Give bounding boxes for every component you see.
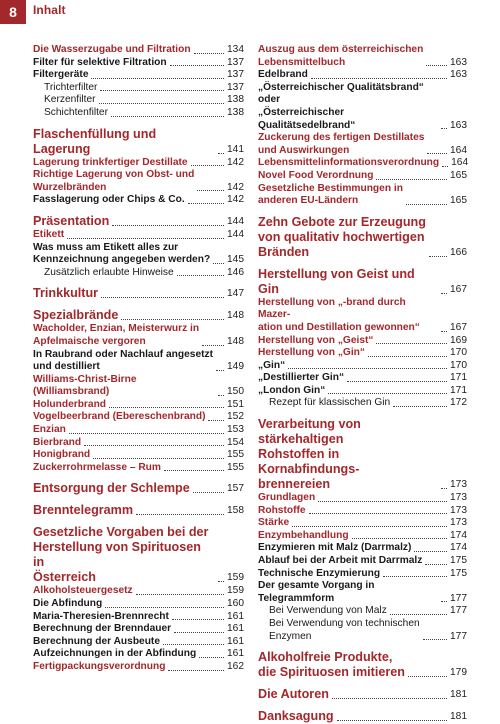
toc-leader-dots bbox=[429, 256, 447, 257]
toc-entry[interactable] bbox=[258, 297, 467, 335]
toc-chapter-entry[interactable] bbox=[33, 214, 244, 229]
toc-entry-title: Trinkkultur bbox=[33, 286, 99, 301]
toc-entry[interactable] bbox=[33, 611, 244, 624]
toc-chapter-entry[interactable] bbox=[258, 267, 467, 297]
toc-leader-dots bbox=[288, 368, 447, 369]
toc-chapter-entry[interactable] bbox=[258, 687, 467, 702]
toc-leader-dots bbox=[100, 90, 224, 91]
toc-leader-dots bbox=[406, 204, 447, 205]
toc-entry-title: Enzian bbox=[33, 424, 66, 436]
toc-entry-title: Flaschenfüllung und Lagerung bbox=[33, 126, 157, 156]
toc-leader-dots bbox=[311, 78, 447, 79]
toc-chapter-entry[interactable] bbox=[33, 127, 244, 157]
toc-leader-dots bbox=[218, 153, 224, 154]
toc-entry[interactable] bbox=[258, 530, 467, 543]
toc-page-number: 173 bbox=[450, 492, 467, 504]
toc-page-number: 138 bbox=[227, 106, 244, 118]
toc-page-number: 181 bbox=[450, 689, 467, 701]
toc-entry-title: Aufzeichnungen in der Abfindung bbox=[33, 648, 197, 660]
toc-leader-dots bbox=[292, 526, 447, 527]
toc-page-number: 175 bbox=[450, 555, 467, 567]
toc-leader-dots bbox=[93, 458, 224, 459]
toc-entry-title: Berechnung der Ausbeute bbox=[33, 635, 160, 647]
toc-entry-title: Edelbrand bbox=[258, 69, 308, 81]
toc-entry[interactable] bbox=[258, 360, 467, 373]
toc-leader-dots bbox=[352, 538, 447, 539]
toc-leader-dots bbox=[208, 420, 224, 421]
toc-leader-dots bbox=[112, 225, 224, 226]
toc-entry-title: Herstellung von „-brand durch Mazer- ation und Destillation gewonnen“ bbox=[258, 296, 420, 333]
toc-entry[interactable] bbox=[33, 94, 244, 107]
toc-page-number: 177 bbox=[450, 630, 467, 642]
toc-page-number: 169 bbox=[450, 334, 467, 346]
toc-entry-title: Schichtenfilter bbox=[44, 106, 108, 118]
toc-page-number: 158 bbox=[227, 505, 244, 517]
toc-entry-title: Honigbrand bbox=[33, 449, 91, 461]
toc-entry[interactable] bbox=[33, 107, 244, 120]
toc-entry[interactable] bbox=[258, 44, 467, 69]
toc-entry-title: Herstellung von „Geist“ bbox=[258, 334, 374, 346]
toc-entry-title: Lebensmittelinformationsverordnung bbox=[258, 157, 440, 169]
toc-entry-title: Wacholder, Enzian, Meisterwurz in Apfelmaische vergoren bbox=[33, 323, 200, 347]
toc-entry[interactable] bbox=[33, 194, 244, 207]
toc-page-number: 159 bbox=[227, 572, 244, 584]
toc-leader-dots bbox=[441, 601, 447, 602]
toc-chapter-entry[interactable] bbox=[33, 308, 244, 323]
toc-entry-title: Enzymbehandlung bbox=[258, 529, 349, 541]
toc-entry-title: Alkoholsteuergesetz bbox=[33, 585, 133, 597]
toc-entry-title: Gesetzliche Bestimmungen in anderen EU-Ländern bbox=[258, 182, 403, 207]
toc-leader-dots bbox=[84, 445, 224, 446]
toc-leader-dots bbox=[121, 319, 224, 320]
toc-page-number: 175 bbox=[450, 567, 467, 579]
toc-entry-title: Bei Verwendung von technischen Enzymen bbox=[269, 618, 420, 642]
toc-page-number: 149 bbox=[227, 361, 244, 373]
toc-page-number: 137 bbox=[227, 56, 244, 68]
toc-leader-dots bbox=[193, 492, 224, 493]
toc-leader-dots bbox=[163, 644, 224, 645]
toc-page-number: 141 bbox=[227, 143, 244, 155]
toc-chapter-entry[interactable] bbox=[33, 286, 244, 301]
toc-entry-title: Bierbrand bbox=[33, 436, 82, 448]
toc-leader-dots bbox=[309, 513, 447, 514]
toc-entry[interactable] bbox=[258, 492, 467, 505]
toc-leader-dots bbox=[111, 116, 224, 117]
toc-entry[interactable] bbox=[258, 82, 467, 132]
toc-leader-dots bbox=[170, 65, 224, 66]
toc-page-number: 161 bbox=[227, 610, 244, 622]
toc-entry[interactable] bbox=[33, 69, 244, 82]
section-title: Inhalt bbox=[33, 3, 66, 17]
toc-page-number: 171 bbox=[450, 384, 467, 396]
toc-leader-dots bbox=[197, 190, 224, 191]
toc-leader-dots bbox=[414, 551, 447, 552]
toc-entry-title: Gesetzliche Vorgaben bei der Herstellung von Spirituosen in Österreich bbox=[33, 525, 209, 585]
toc-leader-dots bbox=[328, 393, 447, 394]
toc-leader-dots bbox=[188, 203, 224, 204]
toc-entry-title: Fasslagerung oder Chips & Co. bbox=[33, 194, 185, 206]
toc-entry-title: Die Abfindung bbox=[33, 598, 103, 610]
toc-entry-title: Der gesamte Vorgang in Telegrammform bbox=[258, 580, 375, 604]
toc-leader-dots bbox=[191, 165, 224, 166]
toc-entry-title: Präsentation bbox=[33, 213, 110, 228]
toc-page-number: 167 bbox=[450, 283, 467, 295]
toc-leader-dots bbox=[390, 614, 447, 615]
toc-page-number: 171 bbox=[450, 372, 467, 384]
toc-page-number: 179 bbox=[450, 667, 467, 679]
toc-leader-dots bbox=[368, 356, 447, 357]
toc-entry[interactable] bbox=[33, 57, 244, 70]
toc-leader-dots bbox=[347, 381, 447, 382]
toc-leader-dots bbox=[91, 78, 224, 79]
toc-leader-dots bbox=[441, 331, 447, 332]
toc-page-number: 145 bbox=[227, 254, 244, 266]
toc-entry-title: „Österreichischer Qualitätsbrand“ oder „Österreichischer Qualitätsedelbrand“ bbox=[258, 81, 424, 131]
toc-leader-dots bbox=[69, 433, 224, 434]
toc-page-number: 163 bbox=[450, 119, 467, 131]
toc-leader-dots bbox=[177, 275, 224, 276]
toc-leader-dots bbox=[218, 395, 224, 396]
toc-leader-dots bbox=[194, 53, 224, 54]
toc-page-number: 174 bbox=[450, 542, 467, 554]
toc-entry-title: Danksagung bbox=[258, 709, 334, 724]
toc-leader-dots bbox=[172, 619, 224, 620]
toc-page-number: 173 bbox=[450, 517, 467, 529]
toc-page-number: 177 bbox=[450, 592, 467, 604]
toc-page-number: 144 bbox=[227, 215, 244, 227]
toc-entry[interactable] bbox=[33, 661, 244, 674]
toc-entry[interactable] bbox=[33, 648, 244, 661]
toc-leader-dots bbox=[109, 407, 224, 408]
toc-entry-title: Rohstoffe bbox=[258, 504, 306, 516]
toc-page-number: 152 bbox=[227, 411, 244, 423]
toc-page-number: 164 bbox=[450, 144, 467, 156]
toc-page-number: 161 bbox=[227, 623, 244, 635]
toc-entry-title: Auszug aus dem österreichischen Lebensmittelbuch bbox=[258, 44, 424, 68]
toc-entry-title: In Raubrand oder Nachlauf angesetzt und destilliert bbox=[33, 348, 214, 373]
toc-page-number: 137 bbox=[227, 81, 244, 93]
toc-entry[interactable] bbox=[258, 69, 467, 82]
toc-entry[interactable] bbox=[33, 242, 244, 267]
toc-chapter-entry[interactable] bbox=[33, 525, 244, 585]
toc-entry-title: Lagerung trinkfertiger Destillate bbox=[33, 156, 188, 168]
toc-leader-dots bbox=[423, 639, 447, 640]
toc-page-number: 137 bbox=[227, 69, 244, 81]
toc-entry[interactable] bbox=[33, 623, 244, 636]
toc-entry-title: Die Autoren bbox=[258, 687, 329, 702]
toc-entry[interactable] bbox=[258, 385, 467, 398]
toc-leader-dots bbox=[376, 179, 447, 180]
toc-entry[interactable] bbox=[258, 183, 467, 208]
toc-page-number: 163 bbox=[450, 69, 467, 81]
toc-entry[interactable] bbox=[33, 437, 244, 450]
toc-leader-dots bbox=[376, 343, 447, 344]
toc-entry-title: Vogelbeerbrand (Ebereschenbrand) bbox=[33, 411, 206, 423]
toc-leader-dots bbox=[337, 720, 447, 721]
toc-entry[interactable] bbox=[33, 349, 244, 374]
toc-page-number: 173 bbox=[450, 479, 467, 491]
toc-page-number: 155 bbox=[227, 461, 244, 473]
toc-page-number: 166 bbox=[450, 246, 467, 258]
toc-page-number: 155 bbox=[227, 449, 244, 461]
toc-entry[interactable] bbox=[33, 323, 244, 348]
toc-leader-dots bbox=[393, 406, 447, 407]
toc-entry[interactable] bbox=[33, 157, 244, 170]
toc-entry-title: Etikett bbox=[33, 228, 65, 240]
toc-page-number: 142 bbox=[227, 181, 244, 193]
toc-entry-title: Berechnung der Brenndauer bbox=[33, 623, 172, 635]
toc-leader-dots bbox=[174, 632, 224, 633]
toc-page-number: 144 bbox=[227, 228, 244, 240]
toc-leader-dots bbox=[318, 501, 447, 502]
toc-column-right bbox=[258, 44, 467, 724]
toc-entry[interactable] bbox=[33, 82, 244, 95]
toc-entry-title: Entsorgung der Schlempe bbox=[33, 481, 190, 496]
toc-entry-title: Enzymieren mit Malz (Darrmalz) bbox=[258, 542, 412, 554]
toc-entry-title: Kerzenfilter bbox=[44, 94, 96, 106]
toc-leader-dots bbox=[408, 676, 447, 677]
toc-chapter-entry[interactable] bbox=[33, 481, 244, 496]
toc-entry-title: Zusätzlich erlaubte Hinweise bbox=[44, 266, 174, 278]
toc-leader-dots bbox=[202, 345, 224, 346]
toc-page-number: 170 bbox=[450, 347, 467, 359]
toc-entry-title: „London Gin“ bbox=[258, 384, 326, 396]
toc-entry[interactable] bbox=[258, 580, 467, 605]
toc-leader-dots bbox=[136, 514, 224, 515]
toc-leader-dots bbox=[164, 470, 224, 471]
toc-entry[interactable] bbox=[33, 411, 244, 424]
toc-entry-title: Williams-Christ-Birne (Williamsbrand) bbox=[33, 373, 137, 398]
toc-page-number: 142 bbox=[227, 194, 244, 206]
toc-entry-title: Trichterfilter bbox=[44, 81, 98, 93]
toc-leader-dots bbox=[383, 576, 447, 577]
toc-page-number: 174 bbox=[450, 529, 467, 541]
toc-entry[interactable] bbox=[258, 335, 467, 348]
toc-page-number: 147 bbox=[227, 288, 244, 300]
toc-page-number: 161 bbox=[227, 635, 244, 647]
toc-entry[interactable] bbox=[258, 347, 467, 360]
toc-page-number: 181 bbox=[450, 711, 467, 723]
toc-entry[interactable] bbox=[33, 585, 244, 598]
toc-entry[interactable] bbox=[258, 397, 467, 410]
toc-entry[interactable] bbox=[258, 372, 467, 385]
toc-entry-title: Alkoholfreie Produkte, die Spirituosen imitieren bbox=[258, 650, 405, 680]
toc-page-number: 134 bbox=[227, 44, 244, 55]
toc-entry[interactable] bbox=[258, 170, 467, 183]
toc-leader-dots bbox=[441, 488, 447, 489]
toc-entry-title: Herstellung von „Gin“ bbox=[258, 347, 365, 359]
toc-page-number: 165 bbox=[450, 195, 467, 207]
toc-page-number: 157 bbox=[227, 483, 244, 495]
toc-entry[interactable] bbox=[33, 598, 244, 611]
toc-page-number: 163 bbox=[450, 56, 467, 68]
toc-chapter-entry[interactable] bbox=[33, 503, 244, 518]
toc-leader-dots bbox=[427, 153, 447, 154]
toc-entry[interactable] bbox=[258, 157, 467, 170]
toc-entry-title: Ablauf bei der Arbeit mit Darrmalz bbox=[258, 555, 423, 567]
toc-leader-dots bbox=[99, 103, 224, 104]
toc-entry-title: Was muss am Etikett alles zur Kennzeichnung angegeben werden? bbox=[33, 241, 211, 266]
toc-leader-dots bbox=[105, 607, 224, 608]
toc-page-number: 154 bbox=[227, 436, 244, 448]
toc-entry[interactable] bbox=[258, 542, 467, 555]
toc-entry[interactable] bbox=[258, 618, 467, 643]
toc-entry-title: „Gin“ bbox=[258, 359, 286, 371]
toc-page-number: 165 bbox=[450, 169, 467, 181]
toc-column-left bbox=[33, 44, 244, 674]
toc-page-number: 170 bbox=[450, 359, 467, 371]
toc-entry-title: „Destillierter Gin“ bbox=[258, 372, 345, 384]
toc-entry[interactable] bbox=[33, 424, 244, 437]
toc-page-number: 161 bbox=[227, 648, 244, 660]
toc-entry-title: Filter für selektive Filtration bbox=[33, 56, 167, 68]
toc-entry-title: Maria-Theresien-Brennrecht bbox=[33, 610, 169, 622]
toc-entry[interactable] bbox=[33, 267, 244, 280]
toc-entry[interactable] bbox=[258, 517, 467, 530]
toc-entry[interactable] bbox=[33, 462, 244, 475]
toc-leader-dots bbox=[442, 166, 448, 167]
toc-entry-title: Fertigpackungsverordnung bbox=[33, 661, 166, 672]
toc-entry-title: Spezialbrände bbox=[33, 308, 119, 323]
toc-entry[interactable] bbox=[33, 399, 244, 412]
toc-page-number: 162 bbox=[227, 661, 244, 672]
toc-entry-title: Herstellung von Geist und Gin bbox=[258, 266, 415, 296]
toc-page-number: 138 bbox=[227, 94, 244, 106]
toc-leader-dots bbox=[441, 293, 447, 294]
toc-page-number: 172 bbox=[450, 397, 467, 409]
toc-page-number: 159 bbox=[227, 585, 244, 597]
toc-entry[interactable] bbox=[33, 374, 244, 399]
toc-entry-title: Stärke bbox=[258, 517, 290, 529]
toc-entry-title: Filtergeräte bbox=[33, 69, 89, 81]
toc-leader-dots bbox=[441, 128, 447, 129]
toc-leader-dots bbox=[101, 297, 224, 298]
toc-chapter-entry[interactable] bbox=[258, 709, 467, 724]
toc-page-number: 167 bbox=[450, 321, 467, 333]
toc-entry-title: Verarbeitung von stärkehaltigen Rohstoffen in Kornabfindungs- brennereien bbox=[258, 417, 361, 492]
toc-page-number: 142 bbox=[227, 156, 244, 168]
toc-page-number: 160 bbox=[227, 598, 244, 610]
toc-entry-title: Brenntelegramm bbox=[33, 503, 134, 518]
toc-entry-title: Richtige Lagerung von Obst- und Wurzelbränden bbox=[33, 169, 195, 193]
toc-leader-dots bbox=[168, 670, 224, 671]
toc-leader-dots bbox=[67, 238, 224, 239]
toc-entry[interactable] bbox=[258, 605, 467, 618]
toc-entry-title: Grundlagen bbox=[258, 492, 316, 504]
toc-leader-dots bbox=[136, 594, 224, 595]
toc-leader-dots bbox=[216, 370, 224, 371]
toc-leader-dots bbox=[426, 65, 447, 66]
toc-page-number: 153 bbox=[227, 424, 244, 436]
toc-leader-dots bbox=[425, 564, 447, 565]
toc-leader-dots bbox=[218, 581, 224, 582]
toc-entry-title: Zehn Gebote zur Erzeugung von qualitativ hochwertigen Bränden bbox=[258, 214, 426, 259]
toc-entry-title: Die Wasserzugabe und Filtration bbox=[33, 44, 191, 55]
toc-entry[interactable] bbox=[33, 169, 244, 194]
toc-entry-title: Rezept für klassischen Gin bbox=[269, 397, 391, 409]
toc-entry-title: Novel Food Verordnung bbox=[258, 169, 374, 181]
toc-entry[interactable] bbox=[33, 636, 244, 649]
toc-entry[interactable] bbox=[33, 44, 244, 57]
toc-page-number: 150 bbox=[227, 386, 244, 398]
toc-page-number: 146 bbox=[227, 266, 244, 278]
toc-chapter-entry[interactable] bbox=[258, 417, 467, 492]
toc-entry[interactable] bbox=[33, 449, 244, 462]
toc-entry[interactable] bbox=[258, 555, 467, 568]
page-header bbox=[0, 0, 500, 24]
toc-page-number: 177 bbox=[450, 605, 467, 617]
toc-entry-title: Zuckerrohrmelasse – Rum bbox=[33, 461, 161, 473]
toc-leader-dots bbox=[213, 263, 224, 264]
toc-entry[interactable] bbox=[258, 568, 467, 581]
toc-entry[interactable] bbox=[258, 132, 467, 157]
page-number: 8 bbox=[0, 0, 26, 24]
toc-chapter-entry[interactable] bbox=[258, 215, 467, 260]
toc-entry-title: Technische Enzymierung bbox=[258, 567, 381, 579]
toc-chapter-entry[interactable] bbox=[258, 650, 467, 680]
toc-leader-dots bbox=[199, 657, 224, 658]
toc-page-number: 151 bbox=[227, 398, 244, 410]
toc-entry-title: Holunderbrand bbox=[33, 398, 107, 410]
toc-page-number: 148 bbox=[227, 335, 244, 347]
toc-entry-title: Bei Verwendung von Malz bbox=[269, 605, 387, 617]
toc-page-number: 148 bbox=[227, 310, 244, 322]
toc-page-number: 164 bbox=[451, 157, 469, 169]
toc-entry[interactable] bbox=[33, 229, 244, 242]
toc-leader-dots bbox=[332, 698, 447, 699]
toc-entry[interactable] bbox=[258, 505, 467, 518]
toc-page-number: 173 bbox=[450, 504, 467, 516]
toc-entry-title: Zuckerung des fertigen Destillates und Auswirkungen bbox=[258, 132, 425, 156]
